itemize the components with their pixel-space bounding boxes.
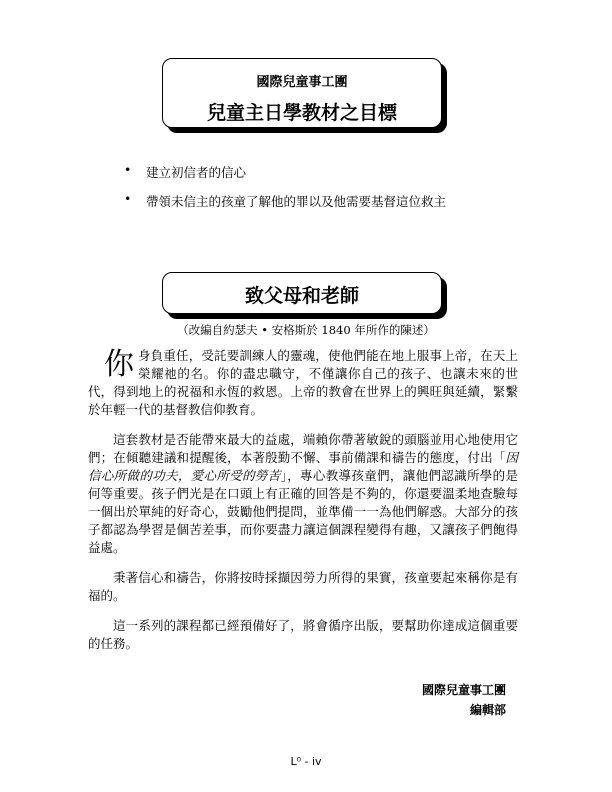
paragraph-4: 這一系列的課程都已經預備好了，將會循序出版，要幫助你達成這個重要的任務。 <box>88 618 518 651</box>
goals-list <box>124 163 446 221</box>
signature-dept: 編輯部 <box>469 703 506 717</box>
page-number: L⁰ - iv <box>290 755 322 768</box>
letter-title-box <box>162 272 442 314</box>
scripture-quote: 因信心所做的功夫，愛心所受的勞苦 <box>88 450 518 483</box>
header-title-box <box>162 58 442 128</box>
list-item: • 帶領未信主的孩童了解他的罪以及他需要基督這位救主 <box>124 192 446 210</box>
letter-title: 致父母和老師 <box>244 285 359 307</box>
organization-name: 國際兒童事工團 <box>256 75 348 90</box>
paragraph-3: 秉著信心和禱告，你將按時採擷因勞力所得的果實，孩童要起來稱你是有福的。 <box>88 570 518 603</box>
drop-cap: 你 <box>104 347 134 382</box>
page-title: 兒童主日學教材之目標 <box>206 102 397 124</box>
letter-subtitle: （改編自約瑟夫 • 安格斯於 1840 年所作的陳述） <box>177 323 435 337</box>
paragraph-2: 這套教材是否能帶來最大的益處，端賴你帶著敏銳的頭腦並用心地使用它們；在傾聽建議和提醒後，本著殷勤不懈、事前備課和禱告的態度，付出「因信心所做的功夫，愛心所受的勞苦」，專心教導孩童們，讓他們認識所學的是何等重要。孩子們光是在口頭上有正確的回答是不夠的，你還要溫柔地查驗每一個出於單純的好奇心，鼓勵他們提問，並準備一一為他們解惑。大部分的孩子都認為學習是個苦差事，而你要盡力讓這個課程變得有趣，又讓孩子們飽得益處。 <box>88 432 518 555</box>
paragraph-1: 你身負重任，受託要訓練人的靈魂，使他們能在地上服事上帝，在天上榮耀祂的名。你的盡忠職守，不僅讓你自己的孩子、也讓未來的世代，得到地上的祝福和永恆的救恩。上帝的教會在世界上的興旺與延續，緊繫於年輕一代的基督教信仰教育。 <box>88 347 518 417</box>
signature <box>422 680 506 720</box>
letter-body <box>88 347 518 665</box>
list-item: • 建立初信者的信心 <box>124 163 446 181</box>
signature-org: 國際兒童事工團 <box>421 683 506 697</box>
